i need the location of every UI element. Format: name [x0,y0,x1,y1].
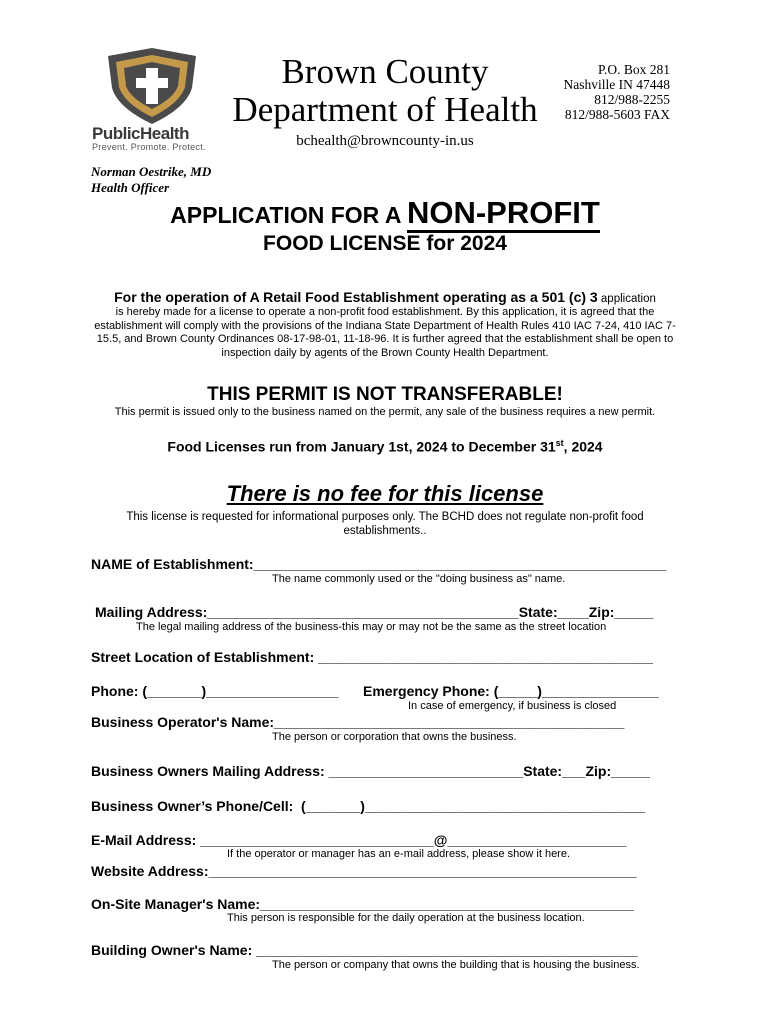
logo-wordmark: PublicHealth [92,124,189,143]
mailing-address-field[interactable]: Mailing Address:________________________________________State:____Zip:_____ [95,604,654,620]
title-prefix: APPLICATION FOR A [170,202,407,228]
address-line: P.O. Box 281 [597,62,670,77]
logo-tagline: Prevent. Promote. Protect. [92,142,206,152]
period-suffix: , 2024 [563,438,603,455]
page-subtitle: FOOD LICENSE for 2024 [263,232,507,255]
onsite-manager-field[interactable]: On-Site Manager's Name:________________________________________________ [91,896,634,912]
building-owner-hint: The person or company that owns the building that is housing the business. [272,959,640,971]
operator-name-field[interactable]: Business Operator's Name:_____________________________________________ [91,714,625,730]
email-address-hint: If the operator or manager has an e-mail address, please show it here. [227,848,571,860]
website-address-field[interactable]: Website Address:_______________________________________________________ [91,863,637,879]
period-text: Food Licenses run from January 1st, 2024 to December 31 [167,438,556,455]
org-name-line2: Department of Health [232,90,538,129]
operation-suffix: application [597,293,656,305]
building-owner-field[interactable]: Building Owner's Name: _________________________________________________ [91,942,638,958]
cross-shield-icon [92,46,212,126]
establishment-name-field[interactable]: NAME of Establishment:_____________________________________________________ [91,556,667,572]
mailing-address-hint: The legal mailing address of the business-this may or may not be the same as the street location [136,621,607,633]
fee-note: This license is requested for informational purposes only. The BCHD does not regulate non-profit food establishments.. [126,511,644,537]
officer-name: Norman Oestrike, MD [91,164,212,179]
emergency-phone-hint: In case of emergency, if business is closed [408,700,617,712]
permit-note: This permit is issued only to the business named on the permit, any sale of the business requires a new permit. [114,406,656,418]
address-line: 812/988-2255 [594,92,670,107]
emergency-phone-field[interactable]: Emergency Phone: (_____)_______________ [363,683,659,699]
street-location-field[interactable]: Street Location of Establishment: ___________________________________________ [91,649,653,665]
address-line: 812/988-5603 FAX [564,107,670,122]
owner-phone-field[interactable]: Business Owner’s Phone/Cell: (_______)____________________________________ [91,798,646,814]
health-officer [91,164,211,196]
permit-heading: THIS PERMIT IS NOT TRANSFERABLE! [207,384,563,405]
email-address-field[interactable]: E-Mail Address: ______________________________@_______________________ [91,832,627,848]
title-emphasis: NON-PROFIT [407,195,600,233]
operation-text: For the operation of A Retail Food Establishment operating as a 501 (c) 3 [114,289,598,305]
onsite-manager-hint: This person is responsible for the daily operation at the business location. [227,912,585,924]
period-sup: st [555,438,564,448]
establishment-name-hint: The name commonly used or the "doing business as" name. [272,573,566,585]
address-line: Nashville IN 47448 [563,77,670,92]
fee-heading: There is no fee for this license [226,481,544,506]
org-name-line1: Brown County [281,52,489,91]
org-email: bchealth@browncounty-in.us [296,133,474,149]
license-period [0,438,770,455]
page-title [0,195,770,231]
operator-name-hint: The person or corporation that owns the business. [272,731,517,743]
agreement-paragraph: is hereby made for a license to operate a non-profit food establishment. By this application, it is agreed that the establishment will comply with the provisions of the Indiana State Department of Health Rules 410 IAC 7-24, 410 IAC 7-15.5, and Brown County Ordinances 08-17-98-01, 11-18-96. It is further agreed that the establishment shall be open to inspection daily by agents of the Brown County Health Department. [94,306,676,359]
owner-mailing-address-field[interactable]: Business Owners Mailing Address: _________________________State:___Zip:_____ [91,763,651,779]
phone-field[interactable]: Phone: (_______)_________________ [91,683,339,699]
officer-title: Health Officer [91,180,170,195]
operation-statement [0,289,770,305]
